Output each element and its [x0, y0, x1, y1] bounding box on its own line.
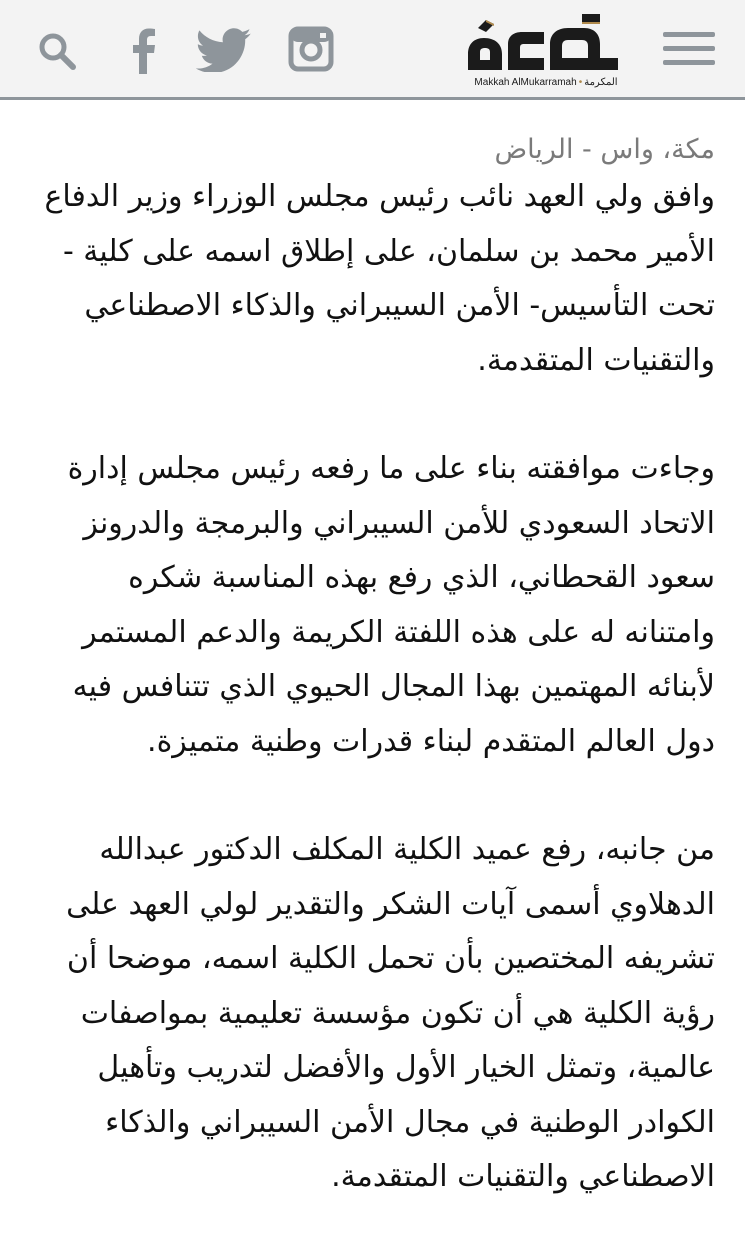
logo-caption [466, 76, 626, 90]
instagram-icon[interactable] [288, 26, 334, 72]
search-icon[interactable] [36, 30, 78, 72]
article-body [30, 132, 715, 1259]
twitter-icon[interactable] [196, 28, 252, 72]
site-header [0, 0, 745, 100]
logo-mark [464, 10, 626, 74]
menu-icon[interactable] [663, 30, 715, 68]
site-logo[interactable] [464, 10, 626, 92]
article-dateline: مكة، واس - الرياض [494, 134, 715, 165]
logo-caption-dot: • [578, 77, 583, 88]
article-paragraph-2: وجاءت موافقته بناء على ما رفعه رئيس مجلس إدارة الاتحاد السعودي للأمن السيبراني والبرمجة والدرونز سعود القحطاني، الذي رفع بهذه المناسبة شكره وامتنانه له على هذه اللفتة الكريمة والدعم المستمر لأبنائه المهتمين بهذا المجال الحيوي الذي تتنافس فيه دول العالم المتقدم لبناء قدرات وطنية متميزة. [67, 451, 715, 759]
article-paragraph-1: وافق ولي العهد نائب رئيس مجلس الوزراء وزير الدفاع الأمير محمد بن سلمان، على إطلاق اسمه على كلية - تحت التأسيس- الأمن السيبراني والذكاء الاصطناعي والتقنيات المتقدمة. [44, 179, 715, 378]
article-paragraph-3: من جانبه، رفع عميد الكلية المكلف الدكتور عبدالله الدهلاوي أسمى آيات الشكر والتقدير لولي العهد على تشريفه المختصين بأن تحمل الكلية اسمه، موضحا أن رؤية الكلية هي أن تكون مؤسسة تعليمية بمواصفات عالمية، وتمثل الخيار الأول والأفضل لتدريب وتأهيل الكوادر الوطنية في مجال الأمن السيبراني والذكاء الاصطناعي والتقنيات المتقدمة. [66, 832, 715, 1194]
facebook-icon[interactable] [124, 26, 164, 74]
logo-caption-arabic: المكرمة [584, 77, 618, 88]
logo-caption-latin: Makkah AlMukarramah [474, 77, 577, 88]
